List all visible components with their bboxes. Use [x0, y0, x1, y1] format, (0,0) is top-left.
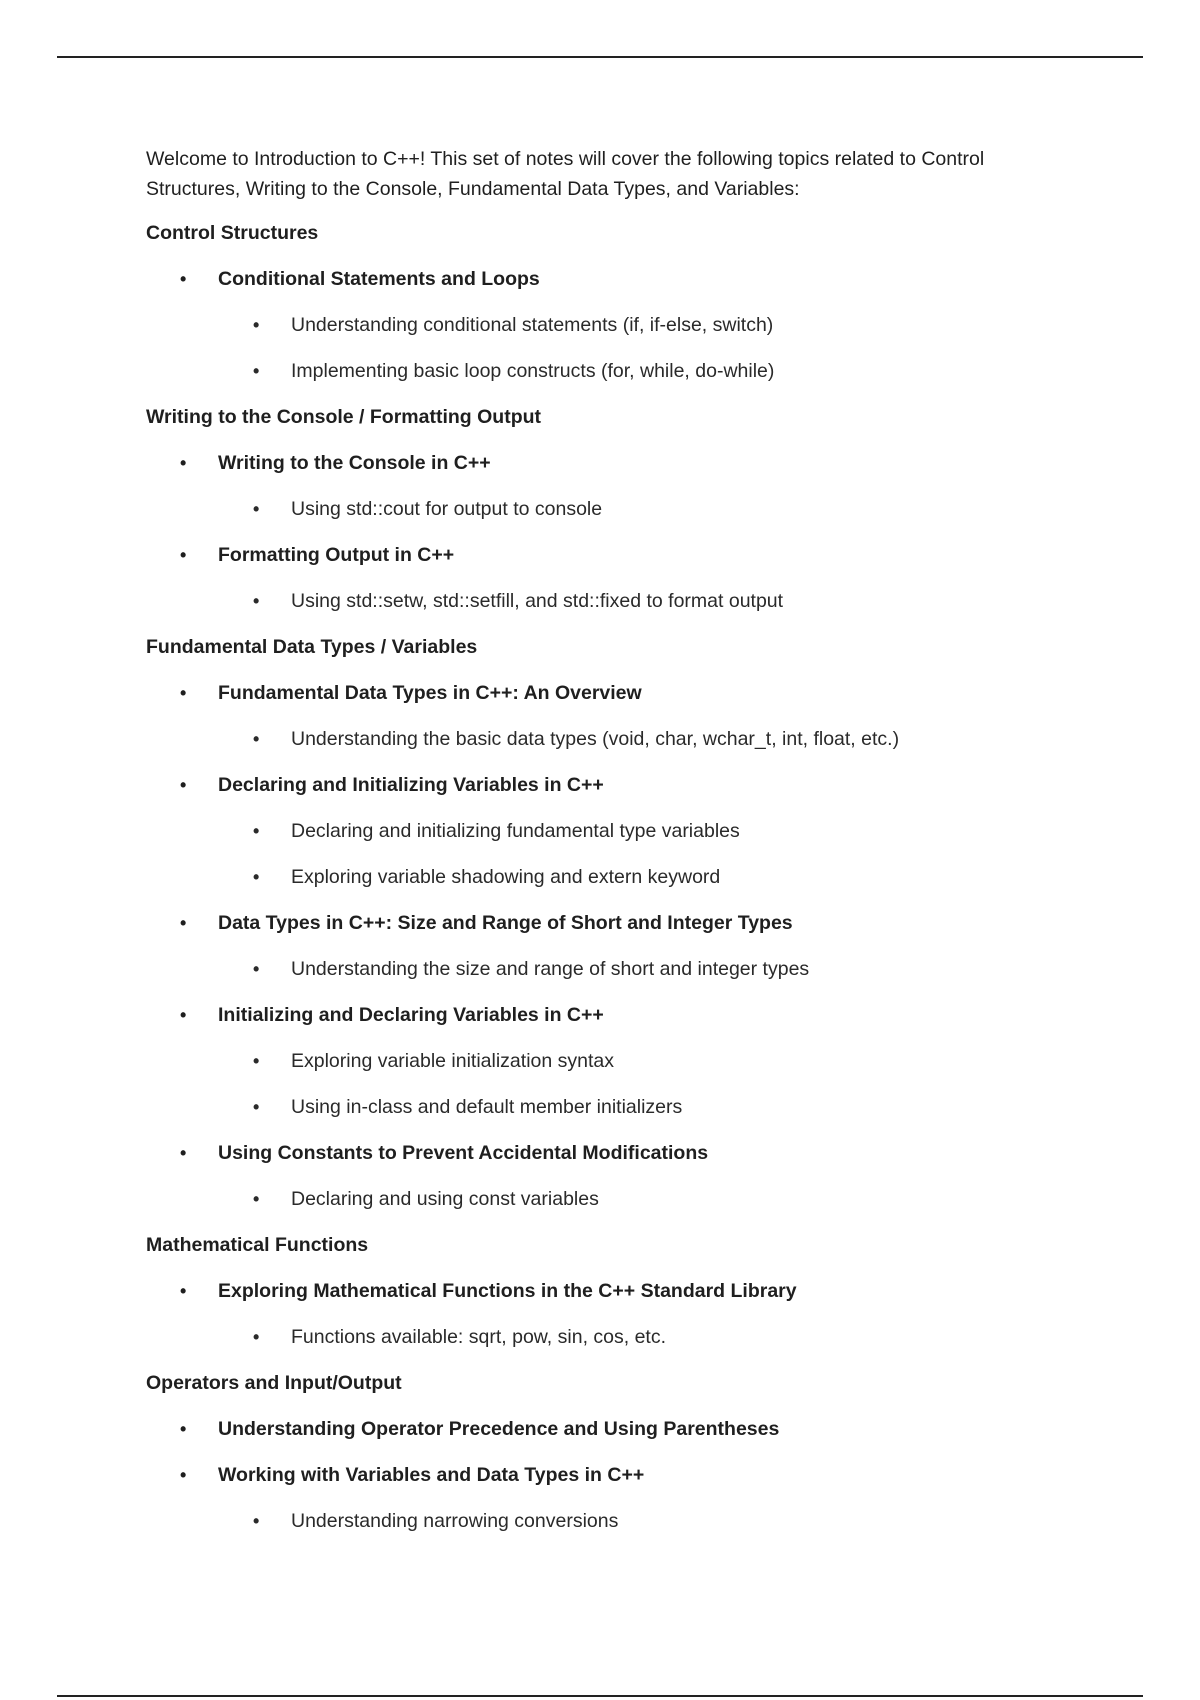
subtopic-item	[146, 494, 1066, 524]
subtopic-item	[146, 862, 1066, 892]
subtopic-item	[146, 1506, 1066, 1536]
section-heading: Operators and Input/Output	[146, 1372, 402, 1394]
subtopic-text: Implementing basic loop constructs (for, while, do-while)	[291, 360, 775, 382]
subtopic-text: Understanding the size and range of short and integer types	[291, 958, 810, 980]
subtopic-item	[146, 310, 1066, 340]
header-rule	[57, 56, 1143, 58]
subtopic-text: Declaring and initializing fundamental type variables	[291, 820, 740, 842]
subtopic-item	[146, 816, 1066, 846]
topic-item	[146, 448, 1066, 478]
bullet-icon: •	[253, 1051, 260, 1071]
topic-title: Understanding Operator Precedence and Using Parentheses	[218, 1418, 780, 1440]
subtopic-text: Understanding the basic data types (void, char, wchar_t, int, float, etc.)	[291, 728, 900, 750]
section-heading: Fundamental Data Types / Variables	[146, 636, 478, 658]
subtopic-text: Using std::cout for output to console	[291, 498, 603, 520]
subtopic-item	[146, 1046, 1066, 1076]
topic-item	[146, 1000, 1066, 1030]
topic-item	[146, 908, 1066, 938]
subtopic-text: Declaring and using const variables	[291, 1188, 599, 1210]
bullet-icon: •	[180, 1281, 187, 1301]
bullet-icon: •	[180, 453, 187, 473]
bullet-icon: •	[253, 867, 260, 887]
subtopic-text: Exploring variable initialization syntax	[291, 1050, 614, 1072]
topic-title: Formatting Output in C++	[218, 544, 455, 566]
topic-title: Initializing and Declaring Variables in C++	[218, 1004, 604, 1026]
section-heading: Control Structures	[146, 222, 319, 244]
bullet-icon: •	[180, 1005, 187, 1025]
bullet-icon: •	[180, 1465, 187, 1485]
topic-item	[146, 1414, 1066, 1444]
topic-title: Writing to the Console in C++	[218, 452, 491, 474]
section-heading: Writing to the Console / Formatting Output	[146, 406, 542, 428]
subtopic-text: Understanding conditional statements (if, if-else, switch)	[291, 314, 774, 336]
bullet-icon: •	[180, 683, 187, 703]
subtopic-text: Understanding narrowing conversions	[291, 1510, 619, 1532]
topic-item	[146, 1138, 1066, 1168]
section-mathematical-functions	[146, 1230, 1066, 1352]
subtopic-text: Functions available: sqrt, pow, sin, cos, etc.	[291, 1326, 667, 1348]
bullet-icon: •	[253, 1189, 260, 1209]
bullet-icon: •	[253, 499, 260, 519]
subtopic-item	[146, 356, 1066, 386]
subtopic-item	[146, 1184, 1066, 1214]
topic-item	[146, 264, 1066, 294]
bullet-icon: •	[180, 775, 187, 795]
intro-paragraph: Welcome to Introduction to C++! This set of notes will cover the following topics related to Control Structures, Writing to the Console, Fundamental Data Types, and Variables:	[146, 148, 985, 200]
bullet-icon: •	[253, 729, 260, 749]
topic-title: Data Types in C++: Size and Range of Short and Integer Types	[218, 912, 793, 934]
topic-title: Fundamental Data Types in C++: An Overview	[218, 682, 642, 704]
bullet-icon: •	[253, 1511, 260, 1531]
bullet-icon: •	[180, 1143, 187, 1163]
topic-item	[146, 678, 1066, 708]
section-fundamental-data-types	[146, 632, 1066, 1214]
document-body	[146, 144, 1066, 1552]
footer-rule	[57, 1695, 1143, 1697]
topic-title: Conditional Statements and Loops	[218, 268, 540, 290]
subtopic-text: Exploring variable shadowing and extern keyword	[291, 866, 721, 888]
topic-title: Working with Variables and Data Types in C++	[218, 1464, 645, 1486]
bullet-icon: •	[253, 1327, 260, 1347]
topic-item	[146, 1460, 1066, 1490]
bullet-icon: •	[253, 1097, 260, 1117]
subtopic-text: Using std::setw, std::setfill, and std::fixed to format output	[291, 590, 784, 612]
section-control-structures	[146, 218, 1066, 386]
section-heading: Mathematical Functions	[146, 1234, 369, 1256]
topic-title: Using Constants to Prevent Accidental Modifications	[218, 1142, 709, 1164]
topic-item	[146, 540, 1066, 570]
topic-item	[146, 1276, 1066, 1306]
bullet-icon: •	[253, 361, 260, 381]
bullet-icon: •	[180, 1419, 187, 1439]
bullet-icon: •	[253, 315, 260, 335]
topic-title: Exploring Mathematical Functions in the C++ Standard Library	[218, 1280, 797, 1302]
bullet-icon: •	[253, 959, 260, 979]
subtopic-item	[146, 1092, 1066, 1122]
subtopic-text: Using in-class and default member initializers	[291, 1096, 683, 1118]
bullet-icon: •	[180, 545, 187, 565]
section-writing-to-console	[146, 402, 1066, 616]
bullet-icon: •	[253, 821, 260, 841]
bullet-icon: •	[253, 591, 260, 611]
topic-item	[146, 770, 1066, 800]
subtopic-item	[146, 724, 1066, 754]
subtopic-item	[146, 954, 1066, 984]
topic-title: Declaring and Initializing Variables in C++	[218, 774, 604, 796]
subtopic-item	[146, 1322, 1066, 1352]
bullet-icon: •	[180, 269, 187, 289]
section-operators-io	[146, 1368, 1066, 1536]
subtopic-item	[146, 586, 1066, 616]
bullet-icon: •	[180, 913, 187, 933]
